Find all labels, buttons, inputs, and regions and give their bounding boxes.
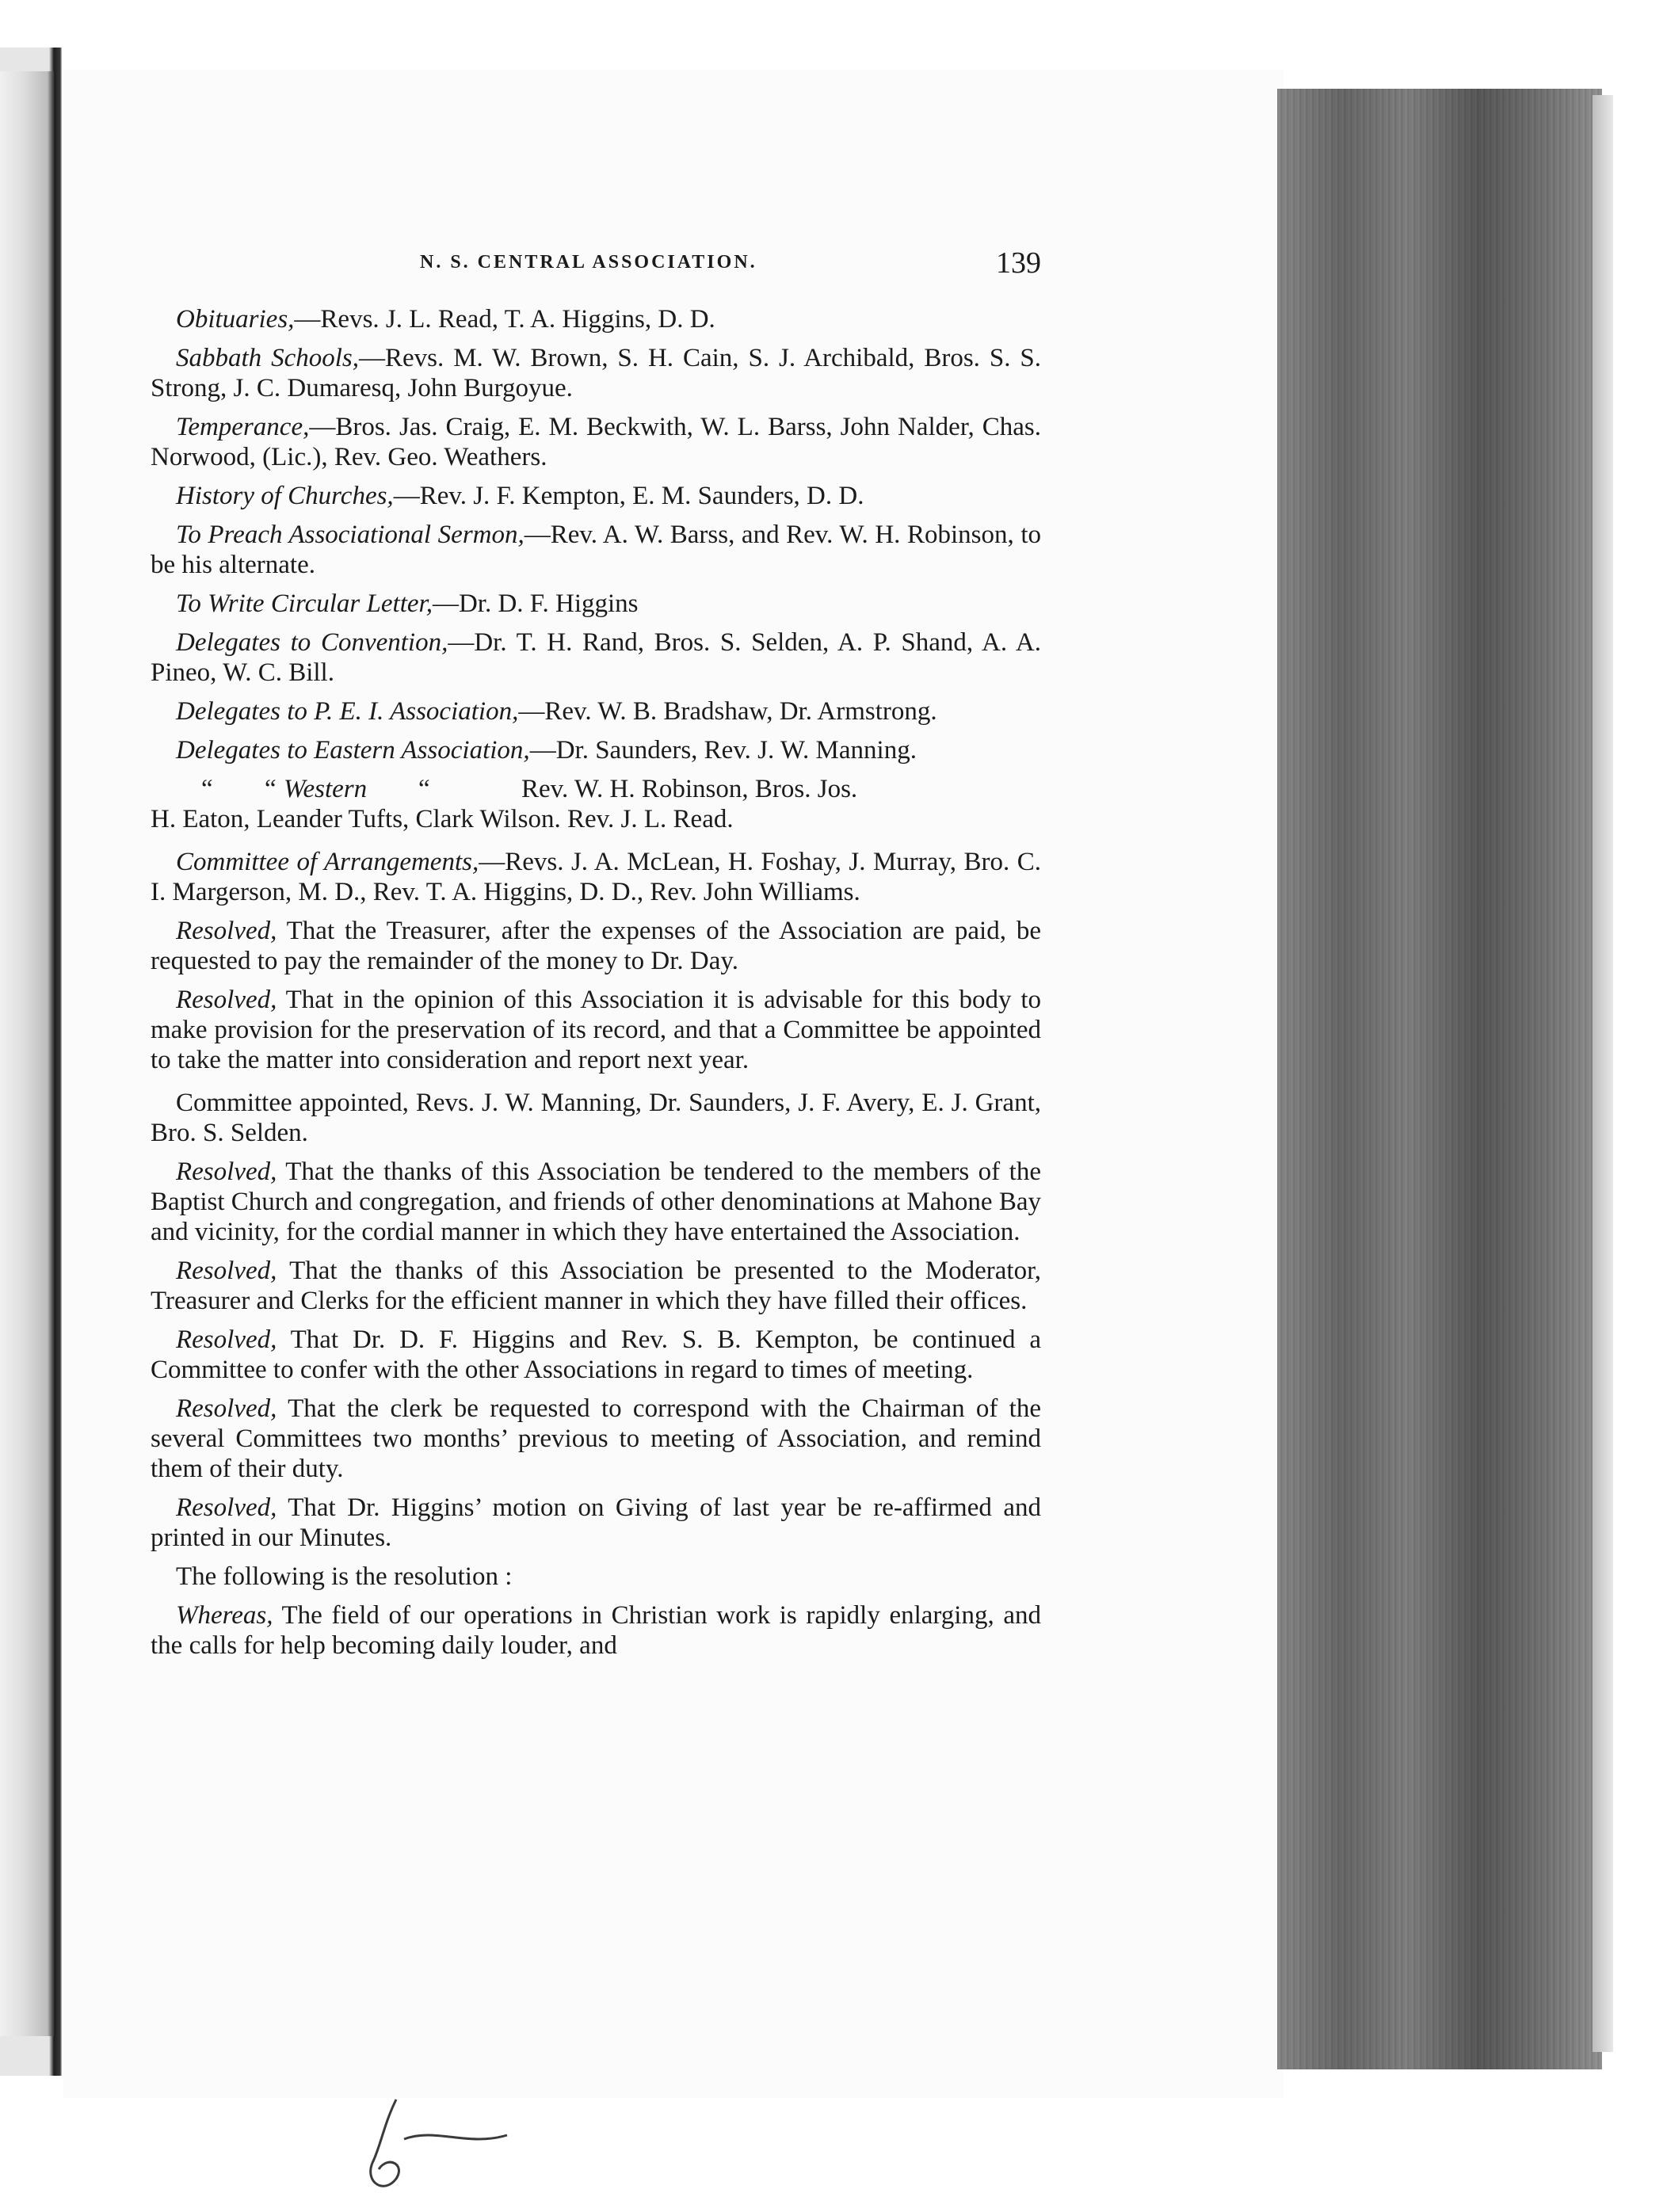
paragraph-circular-letter: To Write Circular Letter,—Dr. D. F. Higgins [176, 589, 639, 618]
ditto-western-line: “ “ Western “ Rev. W. H. Robinson, Bros. Jos. [201, 775, 858, 803]
paragraph-delegates-convention: Delegates to Convention,—Dr. T. H. Rand, Bros. S. Selden, A. P. Shand, A. A. Pineo, W. C. Bill. [151, 628, 1041, 687]
paragraph-whereas: Whereas, The field of our operations in Christian work is rapidly enlarging, and the calls for help becoming daily louder, and [151, 1601, 1041, 1660]
page-number: 139 [996, 246, 1041, 280]
paragraph-associational-sermon: To Preach Associational Sermon,—Rev. A. W. Barss, and Rev. W. H. Robinson, to be his alternate. [151, 521, 1041, 579]
handwritten-mark [349, 2092, 531, 2210]
book-page-edges [1277, 89, 1602, 2069]
paragraph-temperance: Temperance,—Bros. Jas. Craig, E. M. Beckwith, W. L. Barss, John Nalder, Chas. Norwood, (Lic.), Rev. Geo. Weathers. [151, 413, 1041, 471]
paragraph-resolved-clerk: Resolved, That the clerk be requested to correspond with the Chairman of the several Committees two months’ previous to meeting of Association, and remind them of their duty. [151, 1394, 1041, 1483]
paragraph-committee-arrangements: Committee of Arrangements,—Revs. J. A. McLean, H. Foshay, J. Murray, Bro. C. I. Margerson, M. D., Rev. T. A. Higgins, D. D., Rev. John Williams. [151, 848, 1041, 906]
paragraph-obituaries: Obituaries,—Revs. J. L. Read, T. A. Higgins, D. D. [176, 305, 715, 334]
book-back-edge [1593, 95, 1613, 2052]
paragraph-resolved-committee-confer: Resolved, That Dr. D. F. Higgins and Rev. S. B. Kempton, be continued a Committee to confer with the other Associations in regard to times of meeting. [151, 1325, 1041, 1384]
ditto-western-continuation: H. Eaton, Leander Tufts, Clark Wilson. Rev. J. L. Read. [151, 805, 734, 833]
running-head: N. S. CENTRAL ASSOCIATION. [420, 252, 757, 273]
left-page-shadow [0, 71, 55, 2036]
paragraph-delegates-eastern: Delegates to Eastern Association,—Dr. Saunders, Rev. J. W. Manning. [176, 736, 917, 765]
paragraph-resolved-thanks-officers: Resolved, That the thanks of this Association be presented to the Moderator, Treasurer and Clerks for the efficient manner in which they have filled their offices. [151, 1257, 1041, 1315]
page-body [151, 304, 1041, 1669]
paragraph-committee-appointed: Committee appointed, Revs. J. W. Manning, Dr. Saunders, J. F. Avery, E. J. Grant, Bro. S. Selden. [151, 1089, 1041, 1147]
paragraph-resolved-thanks-church: Resolved, That the thanks of this Association be tendered to the members of the Baptist Church and congregation, and friends of other denominations at Mahone Bay and vicinity, for the cordial manner in which they have entertained the Association. [151, 1157, 1041, 1246]
paragraph-sabbath-schools: Sabbath Schools,—Revs. M. W. Brown, S. H. Cain, S. J. Archibald, Bros. S. S. Strong, J. C. Dumaresq, John Burgoyue. [151, 344, 1041, 402]
paragraph-delegates-pei: Delegates to P. E. I. Association,—Rev. W. B. Bradshaw, Dr. Armstrong. [176, 697, 937, 726]
paragraph-resolved-giving: Resolved, That Dr. Higgins’ motion on Giving of last year be re-affirmed and printed in our Minutes. [151, 1493, 1041, 1552]
paragraph-history-of-churches: History of Churches,—Rev. J. F. Kempton, E. M. Saunders, D. D. [176, 482, 864, 510]
page-header [151, 246, 1041, 280]
paragraph-resolved-treasurer: Resolved, That the Treasurer, after the expenses of the Association are paid, be requested to pay the remainder of the money to Dr. Day. [151, 917, 1041, 975]
paragraph-following: The following is the resolution : [176, 1562, 513, 1591]
paragraph-resolved-record: Resolved, That in the opinion of this Association it is advisable for this body to make provision for the preservation of its record, and that a Committee be appointed to take the matter into consideration and report next year. [151, 986, 1041, 1074]
